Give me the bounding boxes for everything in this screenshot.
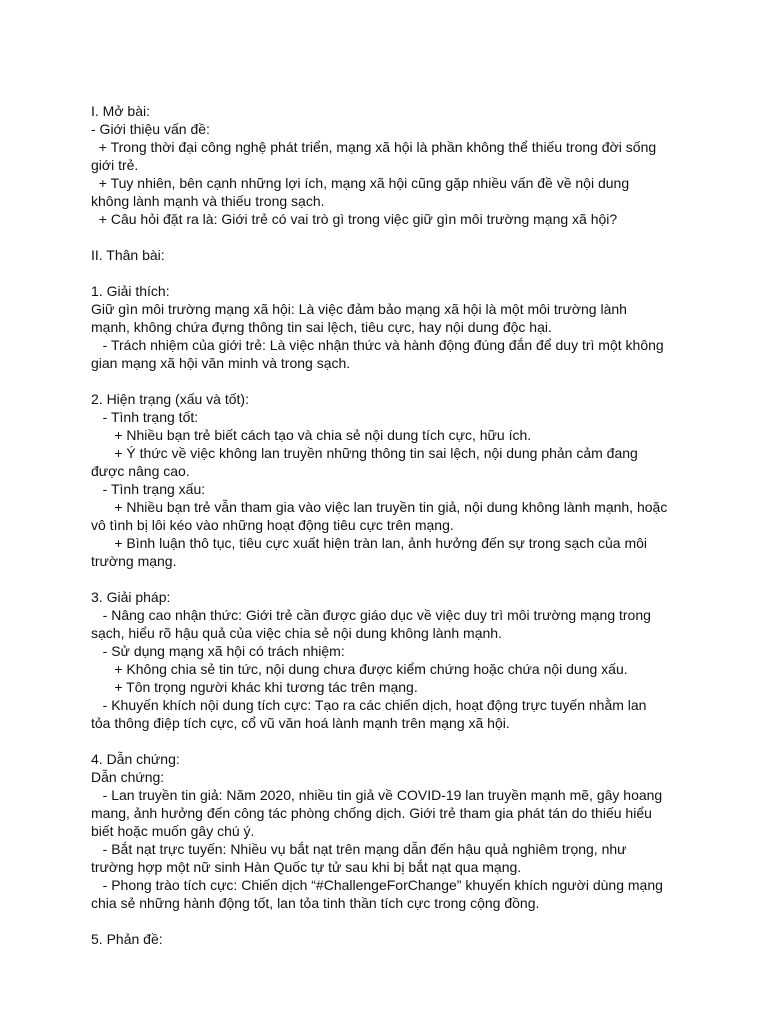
document-line: trường hợp một nữ sinh Hàn Quốc tự tử sau khi bị bắt nạt qua mạng. [91, 859, 522, 875]
document-body [91, 102, 691, 948]
document-line: - Giới thiệu vấn đề: [91, 121, 210, 137]
document-line: biết hoặc muốn gây chú ý. [91, 823, 255, 839]
document-line: + Tôn trọng người khác khi tương tác trên mạng. [91, 679, 418, 695]
document-line: không lành mạnh và thiếu trong sạch. [91, 193, 325, 209]
document-line: Dẫn chứng: [91, 769, 165, 785]
document-line: 5. Phản đề: [91, 931, 163, 947]
document-line: + Bình luận thô tục, tiêu cực xuất hiện tràn lan, ảnh hưởng đến sự trong sạch của môi [91, 535, 648, 551]
blank-line [91, 228, 691, 246]
document-line: mang, ảnh hưởng đến công tác phòng chống dịch. Giới trẻ tham gia phát tán do thiếu hiểu [91, 805, 652, 821]
blank-line [91, 372, 691, 390]
document-line: giới trẻ. [91, 157, 139, 173]
document-line: 3. Giải pháp: [91, 589, 171, 605]
document-line: được nâng cao. [91, 463, 190, 479]
document-line: - Trách nhiệm của giới trẻ: Là việc nhận thức và hành động đúng đắn để duy trì một không [91, 337, 664, 353]
blank-line [91, 570, 691, 588]
blank-line [91, 264, 691, 282]
document-line: - Phong trào tích cực: Chiến dịch “#ChallengeForChange” khuyến khích người dùng mạng [91, 877, 663, 893]
document-line: 2. Hiện trạng (xấu và tốt): [91, 391, 249, 407]
document-line: tỏa thông điệp tích cực, cổ vũ văn hoá lành mạnh trên mạng xã hội. [91, 715, 510, 731]
document-line: mạnh, không chứa đựng thông tin sai lệch, tiêu cực, hay nội dung độc hại. [91, 319, 552, 335]
document-line: I. Mở bài: [91, 103, 150, 119]
document-line: - Nâng cao nhận thức: Giới trẻ cần được giáo dục về việc duy trì môi trường mạng trong [91, 607, 651, 623]
document-line: + Câu hỏi đặt ra là: Giới trẻ có vai trò gì trong việc giữ gìn môi trường mạng xã hội? [91, 211, 618, 227]
document-line: + Trong thời đại công nghệ phát triển, mạng xã hội là phần không thể thiếu trong đời sống [91, 139, 657, 155]
document-line: - Tình trạng tốt: [91, 409, 199, 425]
document-line: trường mạng. [91, 553, 177, 569]
document-line: - Khuyến khích nội dung tích cực: Tạo ra các chiến dịch, hoạt động trực tuyến nhằm lan [91, 697, 647, 713]
document-line: 4. Dẫn chứng: [91, 751, 180, 767]
document-line: vô tình bị lôi kéo vào những hoạt động tiêu cực trên mạng. [91, 517, 454, 533]
document-line: + Không chia sẻ tin tức, nội dung chưa được kiểm chứng hoặc chứa nội dung xấu. [91, 661, 628, 677]
document-line: chia sẻ những hành động tốt, lan tỏa tinh thần tích cực trong cộng đồng. [91, 895, 540, 911]
document-line: gian mạng xã hội văn minh và trong sạch. [91, 355, 351, 371]
blank-line [91, 732, 691, 750]
document-line: Giữ gìn môi trường mạng xã hội: Là việc đảm bảo mạng xã hội là một môi trường lành [91, 301, 627, 317]
document-line: - Tình trạng xấu: [91, 481, 206, 497]
blank-line [91, 912, 691, 930]
document-line: 1. Giải thích: [91, 283, 170, 299]
document-line: II. Thân bài: [91, 247, 165, 263]
document-line: + Nhiều bạn trẻ vẫn tham gia vào việc lan truyền tin giả, nội dung không lành mạnh, hoặc [91, 499, 668, 515]
document-line: - Lan truyền tin giả: Năm 2020, nhiều tin giả về COVID-19 lan truyền mạnh mẽ, gây hoang [91, 787, 663, 803]
document-line: - Sử dụng mạng xã hội có trách nhiệm: [91, 643, 345, 659]
document-line: + Nhiều bạn trẻ biết cách tạo và chia sẻ nội dung tích cực, hữu ích. [91, 427, 532, 443]
document-line: - Bắt nạt trực tuyến: Nhiều vụ bắt nạt trên mạng dẫn đến hậu quả nghiêm trọng, như [91, 841, 627, 857]
document-line: sạch, hiểu rõ hậu quả của việc chia sẻ nội dung không lành mạnh. [91, 625, 502, 641]
document-line: + Tuy nhiên, bên cạnh những lợi ích, mạng xã hội cũng gặp nhiều vấn đề về nội dung [91, 175, 630, 191]
document-line: + Ý thức về việc không lan truyền những thông tin sai lệch, nội dung phản cảm đang [91, 445, 638, 461]
